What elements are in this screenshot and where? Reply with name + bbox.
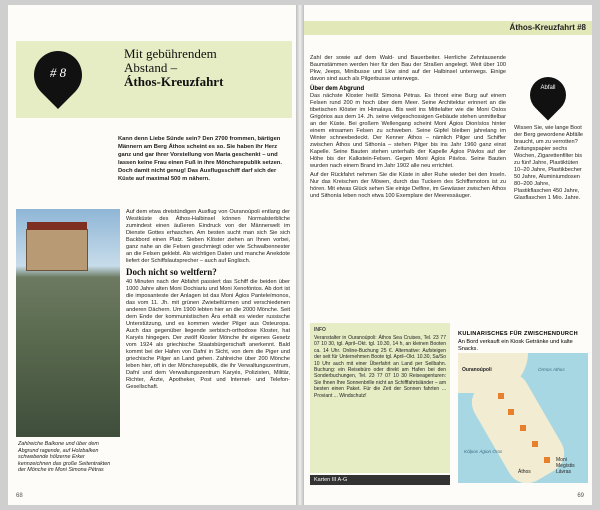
- map-marker: [544, 457, 550, 463]
- snack-text: An Bord verkauft ein Kiosk Getränke und kalte Snacks.: [458, 339, 573, 352]
- athos-map: [458, 353, 588, 483]
- map-marker: [532, 441, 538, 447]
- map-marker: [508, 409, 514, 415]
- map-athos-label: Áthos: [518, 469, 531, 475]
- map-reference: Karten III A-G: [310, 475, 450, 485]
- map-marker: [498, 393, 504, 399]
- right-text-column: [310, 55, 506, 202]
- info-box: [310, 323, 450, 473]
- page-number-left: 68: [16, 493, 23, 499]
- paragraph-r3: Auf der Rückfahrt nehmen Sie die Küste in aller Ruhe wieder bei den Inseln. Nur das Kreischen der Möwen, durch das Tuckern des Schiffsmotors ist zu hören. Mit etwas Glück sehen Sie einige Delfine, im Gewässer zwischen Áthos und Sithonía leben noch etwa 100 Exemplare der Meeressäuger.: [310, 172, 506, 199]
- wissen-paragraph: Wissen Sie, wie lange Boot der Berg gewordene Abfälle braucht, um zu verrotten? Zeitungspapier sechs Wochen, Zigarettenfilter bis zu fünf Jahre, Plastiktüten 10–20 Jahre, Plastikbecher 50 Jahre, Aluminiumdosen 80–200 Jahre, Plastikflaschen 450 Jahre, Glasflaschen 1 Mio. Jahre.: [514, 125, 584, 201]
- paragraph-r2: Das nächste Kloster heißt Simona Pétras. Es thront eine Burg auf einem Felsen rund 200 m hoch über dem Meer. Seine Architektur erinnert an die tibetischen Klöster im Himalaya. Bis weit ins Mittelalter wie die Moni Osíos Grigórios aus dem 14. Jh. seine vielgeschossigen Gebäude stehen unmittelbar an der Küste. Bei großem Wellengang scheint Moni Ágios Dionísíos hinter einem einsamen Felsen zu schweben. Seine Gipfel bleiben jahrelang im Winter schneebedeckt. Der Kenner Áthos – nämlich Pilger und Schiffer zwischen Áthos und Sithonía – stehen Pilger bis ins Jahr 1960 ganz einst Kapelle. Seine Bauten stehen unterhalb der Kapelle Ágios Pávlos auf der Höhe bis der Kalkstein-Felsen. Gegen Moni Ágíos Pávlos. Seine Bauten wurden nach einem Brand im Jahr 1902 alle neu errichtet.: [310, 93, 506, 169]
- sidebar-text: [514, 125, 586, 204]
- map-sea-label-1: Kólpos Ágion Óros: [464, 449, 503, 454]
- page-number-right: 69: [577, 493, 584, 499]
- chapter-header: [16, 41, 292, 118]
- subheading-weltfern: Doch nicht so weltfern?: [126, 267, 217, 277]
- paragraph-1: Auf dem etwa dreistündigen Ausflug von Ouranoúpoli entlang der Westküste des Áthos-Halbinsel können Normalsterbliche zumindest einen äußeren Eindruck von der Männerwelt im Dienste Gottes erhaschen. Am besten sucht man sich Sie sich Backbord einen Platz. Sieben Klöster ziehen an Ihnen vorbei, ganz nahe an die Felsen geschmiegt oder wie Schwalbennester an die Felsen geklebt. Als wichtigen Daten und manche Anekdote liefert der Schiffslautsprecher – auch auf Englisch.: [126, 209, 290, 264]
- map-city-label: Ouranoúpoli: [462, 367, 492, 373]
- intro-paragraph: Kann denn Liebe Sünde sein? Den 2700 frommen, bärtigen Männern am Berg Áthos scheint es so. Sie haben ihr Herz ganz und gar ihrer Vorstellung von Maria geschenkt – und lassen keine Frau einen Fuß in ihre Mönchsrepublik setzen. Doch damit nicht genug! Das Ausflugsschiff darf sich der Küste auf maximal 500 m nähern.: [118, 136, 282, 182]
- info-label: INFO: [314, 327, 326, 333]
- paragraph-r1: Zahl der sowie auf dem Wald- und Bauerbeiter. Herrliche Zehntausende Baumstämmen werden hier für den Bau der Straßen angelegt. Weit über 100 Pkw, Jeeps, Minibusse und Lkw sind auf der Halbinsel unterwegs. Einige davon sind auch als Pilgerbusse unterwegs.: [310, 55, 506, 82]
- chapter-title: [124, 47, 290, 89]
- subheading-abgrund: Über dem Abgrund: [310, 86, 365, 92]
- map-peak-label: Moni Megístis Lávras: [556, 457, 575, 475]
- left-page: [8, 5, 296, 505]
- monastery-building: [26, 229, 88, 271]
- snack-heading: KULINARISCHES FÜR ZWISCHENDURCH: [458, 331, 578, 337]
- title-line-2: Abstand –: [124, 60, 178, 75]
- info-text: Veranstalter in Ouranoúpoli: Áthos Sea Cruises, Tel. 23 77 07 10 30, tgl. April–Okt. tgl. 10.30, 14 h, an kleinen Booten ca. 14 Uhr. Online-Buchung 25 €. Alternative: Aufsteigen der seit für Unternehmen Boote tgl. April–Okt. 10.30, Sa/So 10 Uhr auch mit einer Überfahrt an Land per Seilbahn. Buchung: ein Reisebüro oder direkt am Hafen bei den Sonderbuchungen, Tel. 23 77 07 10 30 Reiseagenturen: Sie Ihnen Ihre Sonnenbrille nicht an Schifffahrtsländer – am besten einen Paket. Für die Zeit der Sonnen fahrten ... Proviant ... Windschutz!: [314, 335, 446, 399]
- paragraph-2: 40 Minuten nach der Abfahrt passiert das Schiff die beiden über 1000 Jahre alten Moni Dochiariu und Moni Xenofóntos. Ab dort ist die imposanteste der Anlagen ist das Moni Ágios Panteleímonos, das vom 11. Jh. mit grünen Zwiebeltürmen und verschiedenen anderen Dächern. Um 1900 lebten hier an die 2000 Mönche. Seit dem Ende der kommunistischen Ära erhält es wieder russische Unterstützung, und es kommen wieder Pilger aus Osteuropa. Auch das gegenüber liegende serbisch-orthodoxe Kloster, hat Karyés hingegen. Der zwölf Kloster Mönche ihr eigenes Gesetz vom 1924 als griechische Staatsbürgerschaft anerkennt. Bald kommt bei der Hafen von Dafní in Sicht, von dem die Piger und griechische Pilger an Land gehen. Zahlreiche über 200 Mönche leben hier, oft in der Mönchsrepublik, die ihr Verwaltungszentrum, Dafní und dem Verwaltungszentrum Karyés, Polizisten, Militär, Richter, Ärzte, Apotheker, Post und Internet- und Telefon-Gesellschaft.: [126, 279, 290, 390]
- photo-caption: Zahlreiche Balkone und über dem Abgrund ragende, auf Holzbalken schwebende hölzerne Erker kennzeichnen das große Seitentrakten der Mönche im Moni Simona Pétras: [18, 441, 111, 474]
- right-page: [304, 5, 592, 505]
- running-header: Áthos-Kreuzfahrt #8: [304, 21, 592, 35]
- left-text-column: [126, 209, 290, 393]
- tour-badge-number: # 8: [49, 65, 67, 80]
- map-sea-label-2: Órmos Athos: [538, 367, 565, 372]
- abfall-badge-label: Abfall: [540, 85, 556, 91]
- book-gutter: [296, 5, 304, 505]
- title-line-1: Mit gebührendem: [124, 46, 217, 61]
- title-highlight: Áthos-Kreuzfahrt: [124, 74, 224, 89]
- map-marker: [520, 425, 526, 431]
- abfall-badge-icon: [523, 70, 574, 121]
